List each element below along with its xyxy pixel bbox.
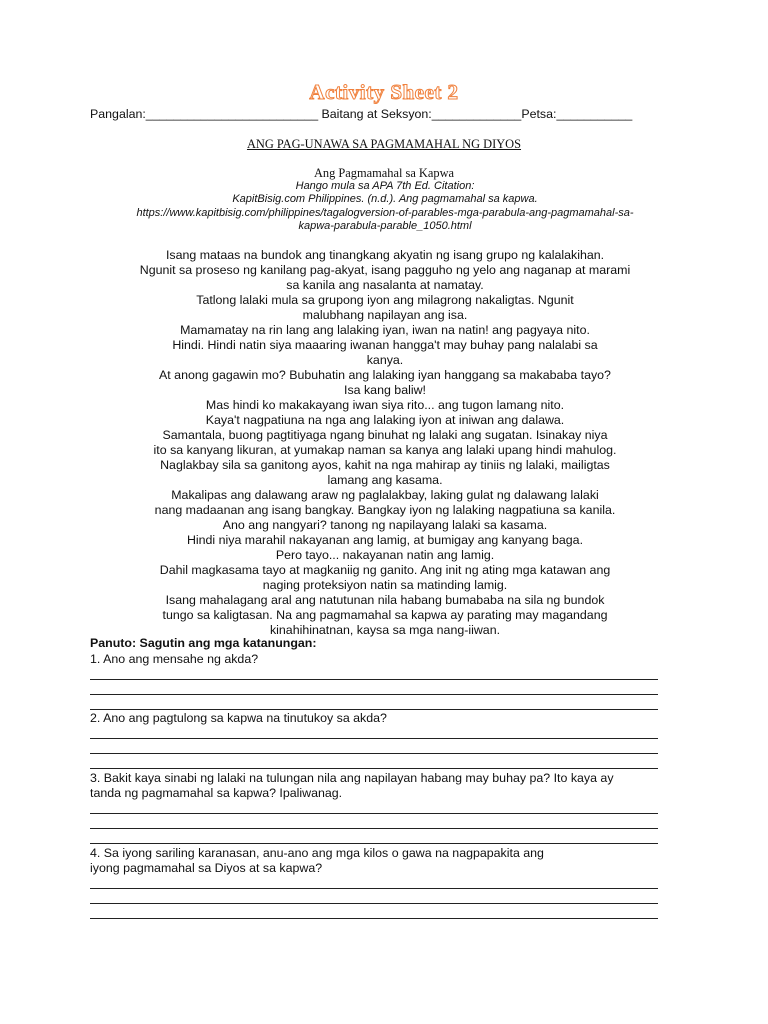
answer-line-4b[interactable] <box>90 903 658 904</box>
question-1: 1. Ano ang mensahe ng akda? <box>90 652 259 666</box>
question-4-line: 4. Sa iyong sariling karanasan, anu-ano ang mga kilos o gawa na nagpapakita ang <box>90 846 544 860</box>
story-line: nang madaanan ang isang bangkay. Bangkay iyon ng lalaking nagpatiuna sa kanila. <box>154 503 616 517</box>
instructions-label: Panuto: Sagutin ang mga katanungan: <box>90 636 317 650</box>
answer-line-1b[interactable] <box>90 694 658 695</box>
story-line: Mas hindi ko makakayang iwan siya rito... ang tugon lamang nito. <box>205 398 565 412</box>
citation-url-line: https://www.kapitbisig.com/philippines/tagalogversion-of-parables-mga-parabula-ang-pagmamahal-sa- <box>136 206 634 219</box>
lesson-heading: ANG PAG-UNAWA SA PAGMAMAHAL NG DIYOS <box>246 137 522 151</box>
story-line: Ngunit sa proseso ng kanilang pag-akyat, isang pagguho ng yelo ang naganap at marami <box>139 263 631 277</box>
story-line: kinahihinatnan, kaysa sa mga nang-iiwan. <box>269 623 501 637</box>
story-line: Hindi. Hindi natin siya maaaring iwanan hangga't may buhay pang nalalabi sa <box>172 338 598 352</box>
story-line: kanya. <box>366 353 404 367</box>
story-line: lamang ang kasama. <box>327 473 443 487</box>
story-line: Isang mahalagang aral ang natutunan nila habang bumababa na sila ng bundok <box>165 593 605 607</box>
question-4 <box>90 846 690 876</box>
citation-line: Hango mula sa APA 7th Ed. Citation: <box>295 180 475 192</box>
story-line: sa kanila ang nasalanta at namatay. <box>286 278 484 292</box>
answer-line-3b[interactable] <box>90 828 658 829</box>
answer-line-3a[interactable] <box>90 813 658 814</box>
story-line: Naglakbay sila sa ganitong ayos, kahit na nga mahirap ay tiniis ng lalaki, mailigtas <box>160 458 610 472</box>
answer-line-1a[interactable] <box>90 679 658 680</box>
activity-sheet-title: Activity Sheet 2 <box>309 80 459 104</box>
question-3-line: 3. Bakit kaya sinabi ng lalaki na tulungan nila ang napilayan habang may buhay pa? Ito kaya ay <box>90 771 614 785</box>
story-line: Pero tayo... nakayanan natin ang lamig. <box>275 548 495 562</box>
answer-line-1c[interactable] <box>90 709 658 710</box>
story-line: naging proteksiyon natin sa matinding lamig. <box>262 578 508 592</box>
story-line: Tatlong lalaki mula sa grupong iyon ang milagrong nakaligtas. Ngunit <box>196 293 574 307</box>
story-line: At anong gagawin mo? Bubuhatin ang lalaking iyan hanggang sa makababa tayo? <box>159 368 611 382</box>
story-line: Isa kang baliw! <box>344 383 426 397</box>
story-line: Makalipas ang dalawang araw ng paglalakbay, laking gulat ng dalawang lalaki <box>171 488 599 502</box>
story-text <box>100 248 670 638</box>
answer-line-2b[interactable] <box>90 753 658 754</box>
story-line: Dahil magkasama tayo at magkaniig ng ganito. Ang init ng ating mga katawan ang <box>159 563 611 577</box>
citation-block <box>90 180 680 234</box>
question-3 <box>90 771 690 801</box>
question-2: 2. Ano ang pagtulong sa kapwa na tinutukoy sa akda? <box>90 711 387 725</box>
citation-url-line: kapwa-parabula-parable_1050.html <box>298 220 472 233</box>
citation-line: KapitBisig.com Philippines. (n.d.). Ang pagmamahal sa kapwa. <box>232 193 538 206</box>
story-line: Ano ang nangyari? tanong ng napilayang lalaki sa kasama. <box>222 518 548 532</box>
story-line: Kaya't nagpatiuna na nga ang lalaking iyon at iniwan ang dalawa. <box>205 413 565 427</box>
story-line: Mamamatay na rin lang ang lalaking iyan, iwan na natin! ang pagyaya nito. <box>180 323 590 337</box>
answer-line-4c[interactable] <box>90 918 658 919</box>
story-title: Ang Pagmamahal sa Kapwa <box>313 166 455 180</box>
question-3-line: tanda ng pagmamahal sa kapwa? Ipaliwanag. <box>90 786 343 800</box>
story-line: Samantala, buong pagtitiyaga ngang binuhat ng lalaki ang sugatan. Isinakay niya <box>162 428 608 442</box>
story-line: Hindi niya marahil nakayanan ang lamig, at bumigay ang kanyang baga. <box>186 533 584 547</box>
answer-line-4a[interactable] <box>90 888 658 889</box>
question-4-line: iyong pagmamahal sa Diyos at sa kapwa? <box>90 861 323 875</box>
story-line: malubhang napilayan ang isa. <box>302 308 468 322</box>
answer-line-2c[interactable] <box>90 768 658 769</box>
student-info-line: Pangalan:_________________________ Baitang at Seksyon:_____________Petsa:___________ <box>90 107 633 121</box>
answer-line-2a[interactable] <box>90 738 658 739</box>
answer-line-3c[interactable] <box>90 843 658 844</box>
story-line: ito sa kanyang likuran, at yumakap naman sa kanya ang lalaki upang hindi mahulog. <box>153 443 617 457</box>
story-line: tungo sa kaligtasan. Na ang pagmamahal sa kapwa ay parating may magandang <box>162 608 608 622</box>
story-line: Isang mataas na bundok ang tinangkang akyatin ng isang grupo ng kalalakihan. <box>165 248 605 262</box>
